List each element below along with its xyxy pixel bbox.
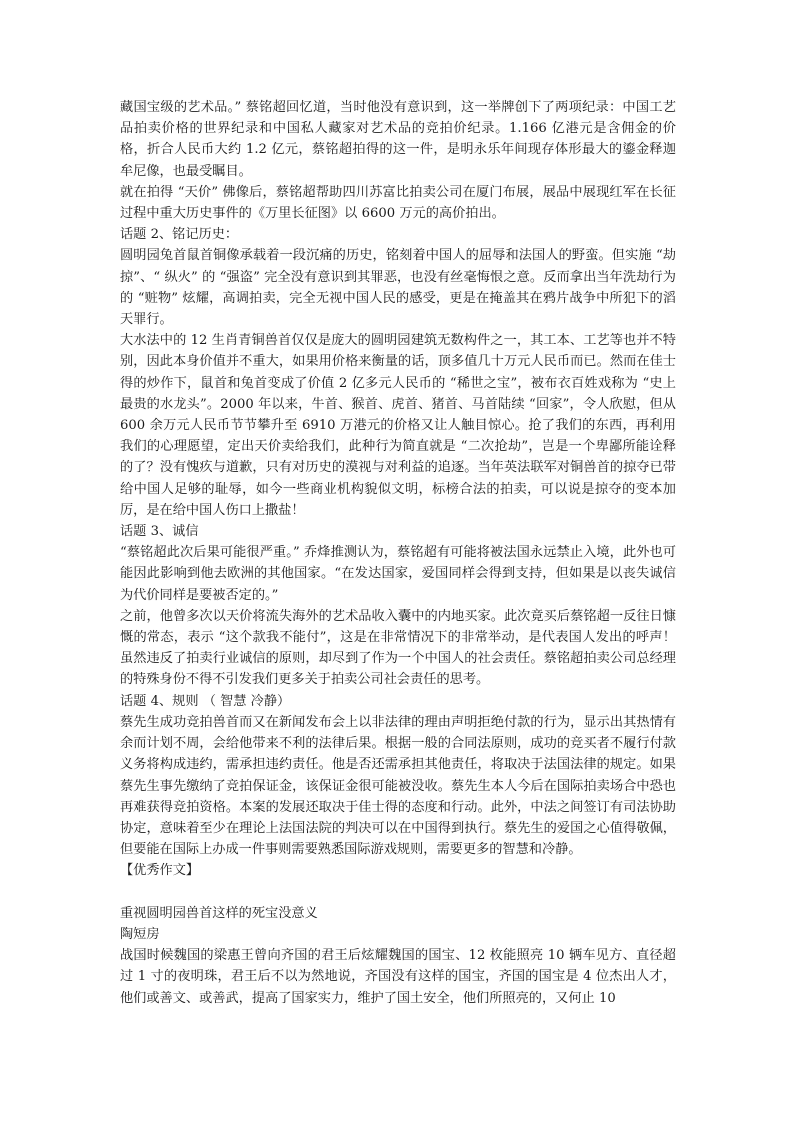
paragraph: 蔡先生成功竞拍兽首而又在新闻发布会上以非法律的理由声明拒绝付款的行为，显示出其热情有余而计划不周，会给他带来不利的法律后果。根据一般的合同法原则，成功的竞买者不履行付款义务将构成违约，需承担违约责任。他是否还需承担其他责任，将取决于法国法律的规定。如果蔡先生事先缴纳了竞拍保证金，该保证金很可能被没收。蔡先生本人今后在国际拍卖场合中恐也再难获得竞拍资格。本案的发展还取决于佳士得的态度和行动。此外，中法之间签订有司法协助协定，意味着至少在理论上法国法院的判决可以在中国得到执行。蔡先生的爱国之心值得敬佩，但要能在国际上办成一件事则需要熟悉国际游戏规则，需要更多的智慧和冷静。 (120, 714, 676, 858)
document-page (120, 97, 676, 1009)
essay-author: 陶短房 (120, 926, 160, 942)
paragraph: 藏国宝级的艺术品。” 蔡铭超回忆道，当时他没有意识到，这一举牌创下了两项纪录：中国工艺品拍卖价格的世界纪录和中国私人藏家对艺术品的竞拍价纪录。1.166 亿港元是含佣金的价格，折合人民币大约 1.2 亿元，蔡铭超拍得的这一件，是明永乐年间现存体形最大的鎏金释迦牟尼像，也最受瞩目。 (120, 100, 676, 179)
paragraph: 之前，他曾多次以天价将流失海外的艺术品收入囊中的内地买家。此次竟买后蔡铭超一反往日慷慨的常态，表示 “这个款我不能付”，这是在非常情况下的非常举动，是代表国人发出的呼声！虽然违反了拍卖行业诚信的原则，却尽到了作为一个中国人的社会责任。蔡铭超拍卖公司总经理的特殊身份不得不引发我们更多关于拍卖公司社会责任的思考。 (120, 608, 676, 688)
paragraph: 大水法中的 12 生肖青铜兽首仅仅是庞大的圆明园建筑无数构件之一，其工本、工艺等也并不特别，因此本身价值并不重大，如果用价格来衡量的话，顶多值几十万元人民币而已。然而在佳士得的炒作下，鼠首和兔首变成了价值 2 亿多元人民币的 “稀世之宝”，被布衣百姓戏称为 “史上最贵的水龙头”。2000 年以来，牛首、猴首、虎首、猪首、马首陆续 “回家”，令人欣慰，但从 600 余万元人民币节节攀升至 6910 万港元的价格又让人触目惊心。抢了我们的东西，再利用我们的心理愿望，定出天价卖给我们，此种行为简直就是 “二次抢劫”，岂是一个卑鄙所能诠释的了？没有愧疚与道歉，只有对历史的漠视与对利益的追逐。当年英法联军对铜兽首的掠夺已带给中国人足够的耻辱，如今一些商业机构貌似文明，标榜合法的拍卖，可以说是掠夺的变本加厉，是在给中国人伤口上撒盐！ (120, 333, 676, 518)
essay-title: 重视圆明园兽首这样的死宝没意义 (120, 905, 318, 921)
topic-heading-3: 话题 3、诚信 (120, 524, 199, 540)
blank-line (120, 882, 676, 903)
paragraph: “蔡铭超此次后果可能很严重。” 乔烽推测认为，蔡铭超有可能将被法国永远禁止入境，此外也可能因此影响到他去欧洲的其他国家。“在发达国家，爱国同样会得到支持，但如果是以丧失诚信为代价同样是要被否定的。” (120, 545, 676, 603)
paragraph: 就在拍得 “天价” 佛像后，蔡铭超帮助四川苏富比拍卖公司在厦门布展，展品中展现红军在长征过程中重大历史事件的《万里长征图》以 6600 万元的高价拍出。 (120, 184, 676, 222)
section-heading: 【优秀作文】 (120, 863, 200, 879)
topic-heading-4: 话题 4、规则 （ 智慧 冷静） (120, 693, 291, 709)
paragraph: 圆明园兔首鼠首铜像承载着一段沉痛的历史，铭刻着中国人的屈辱和法国人的野蛮。但实施 “劫掠”、“ 纵火” 的 “强盗” 完全没有意识到其罪恶，也没有丝毫悔恨之意。反而拿出当年洗劫行为的 “赃物” 炫耀，高调拍卖，完全无视中国人民的感受，更是在掩盖其在鸦片战争中所犯下的滔天罪行。 (120, 248, 676, 328)
paragraph: 战国时候魏国的梁惠王曾向齐国的君王后炫耀魏国的国宝、12 枚能照亮 10 辆车见方、直径超过 1 寸的夜明珠，君王后不以为然地说，齐国没有这样的国宝，齐国的国宝是 4 位杰出人才，他们或善文、或善武，提高了国家实力，维护了国土安全，他们所照亮的，又何止 10 (120, 948, 676, 1006)
topic-heading-2: 话题 2、铭记历史： (120, 227, 239, 243)
